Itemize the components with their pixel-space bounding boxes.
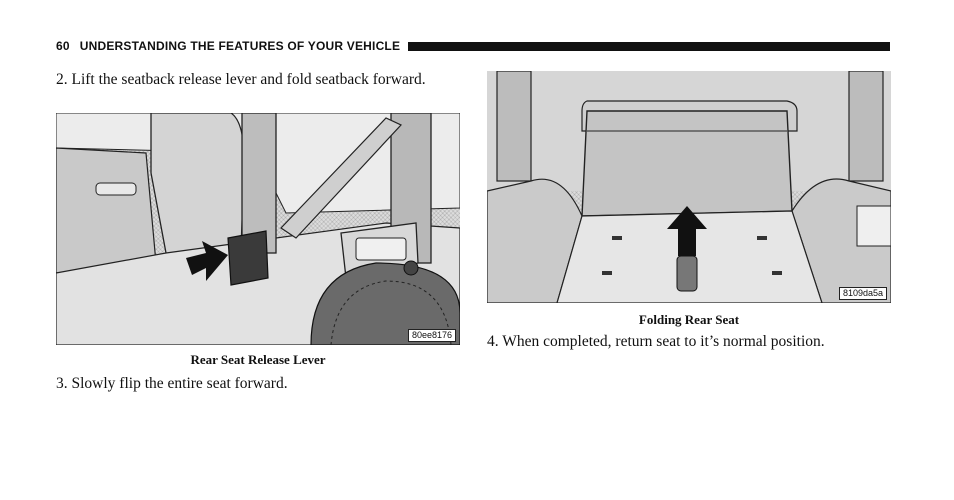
figure-caption: Rear Seat Release Lever [190, 352, 326, 367]
page-header [56, 38, 890, 54]
step-2-text: 2. Lift the seatback release lever and fold seatback forward. [56, 71, 426, 88]
figure-folding-rear-seat [487, 71, 891, 303]
step-4-text: 4. When completed, return seat to it’s normal position. [487, 333, 825, 350]
header-rule [408, 42, 890, 51]
figure-rear-seat-release-lever [56, 113, 460, 345]
page-number: 60 [56, 39, 70, 53]
section-title: UNDERSTANDING THE FEATURES OF YOUR VEHICLE [79, 39, 401, 53]
step-3-text: 3. Slowly flip the entire seat forward. [56, 375, 288, 392]
figure-code: 80ee8176 [408, 329, 456, 342]
figure-caption: Folding Rear Seat [638, 312, 740, 327]
figure-code: 8109da5a [839, 287, 887, 300]
folding-rear-seat-illustration [487, 71, 891, 303]
rear-seat-release-lever-illustration [56, 113, 460, 345]
